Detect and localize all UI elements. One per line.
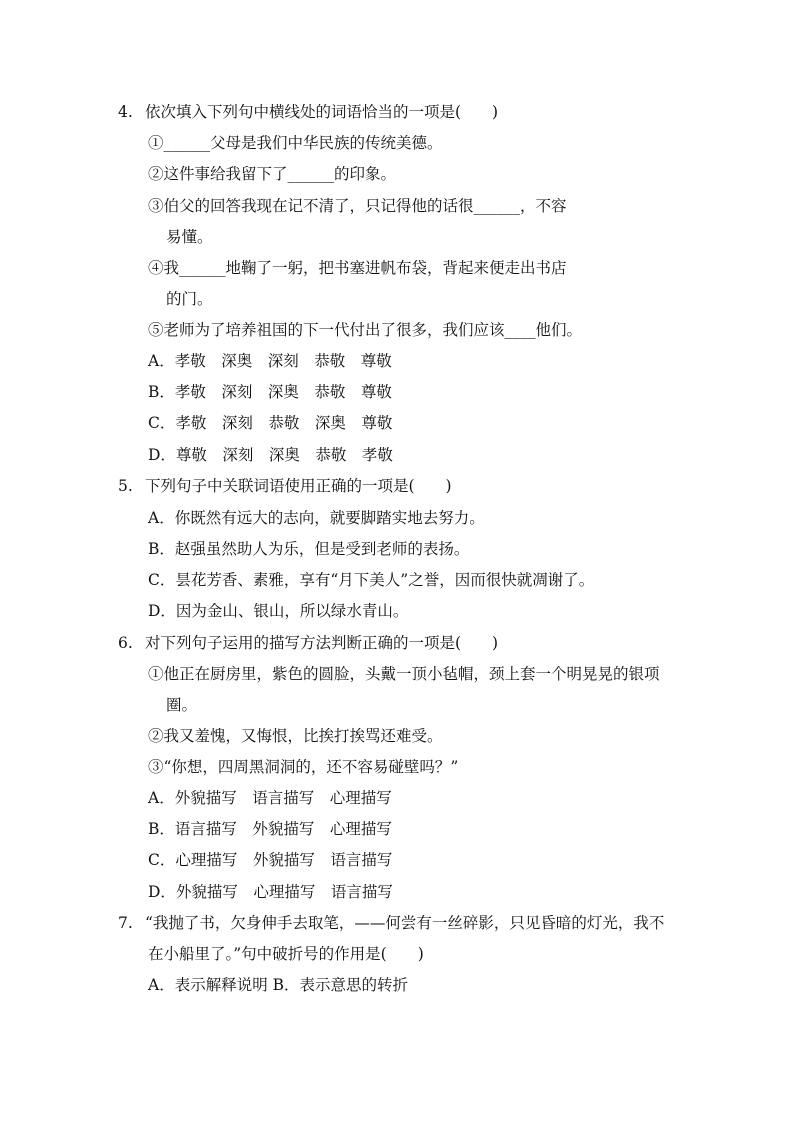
question-4-sentence-3-cont: 易懂。 <box>166 228 213 246</box>
question-6-option-d: D．外貌描写 心理描写 语言描写 <box>148 883 393 901</box>
question-4-sentence-4: ④我______地鞠了一躬，把书塞进帆布袋，背起来便走出书店 <box>148 259 567 277</box>
question-4-option-c: C．孝敬 深刻 恭敬 深奥 尊敬 <box>148 414 393 432</box>
question-5-option-d: D．因为金山、银山，所以绿水青山。 <box>148 602 409 620</box>
question-6-sentence-2: ②我又羞愧，又悔恨，比挨打挨骂还难受。 <box>148 727 443 745</box>
question-7-number: 7. <box>118 914 133 932</box>
question-6-sentence-1-cont: 圈。 <box>166 696 198 714</box>
question-7-options: A．表示解释说明 B．表示意思的转折 <box>148 976 409 994</box>
question-6-sentence-1: ①他正在厨房里，紫色的圆脸，头戴一顶小毡帽，颈上套一个明晃晃的银项 <box>148 665 660 683</box>
question-5-option-c: C．昙花芳香、素雅，享有“月下美人”之誉，因而很快就凋谢了。 <box>148 571 595 589</box>
question-6-sentence-3: ③“你想，四周黑洞洞的，还不容易碰壁吗？” <box>148 758 459 776</box>
question-4-option-a: A．孝敬 深奥 深刻 恭敬 尊敬 <box>148 352 392 370</box>
question-7-stem-line-2: 在小船里了。”句中破折号的作用是( ) <box>148 945 424 963</box>
question-6-option-b: B．语言描写 外貌描写 心理描写 <box>148 820 392 838</box>
question-7-stem-line-1: “我抛了书，欠身伸手去取笔，——何尝有一丝碎影，只见昏暗的灯光，我不 <box>145 914 665 932</box>
question-4-sentence-5: ⑤老师为了培养祖国的下一代付出了很多，我们应该____他们。 <box>148 321 583 339</box>
question-4-stem: 依次填入下列句中横线处的词语恰当的一项是( ) <box>145 103 499 121</box>
question-6-option-a: A．外貌描写 语言描写 心理描写 <box>148 789 392 807</box>
question-4-sentence-1: ①______父母是我们中华民族的传统美德。 <box>148 134 443 152</box>
question-5-option-a: A．你既然有远大的志向，就要脚踏实地去努力。 <box>148 509 485 527</box>
question-4-sentence-3: ③伯父的回答我现在记不清了，只记得他的话很______，不容 <box>148 197 567 215</box>
question-6-stem: 对下列句子运用的描写方法判断正确的一项是( ) <box>145 634 499 652</box>
question-6-option-c: C．心理描写 外貌描写 语言描写 <box>148 851 393 869</box>
question-6-number: 6. <box>118 634 133 652</box>
question-5-option-b: B．赵强虽然助人为乐，但是受到老师的表扬。 <box>148 540 470 558</box>
question-4-option-b: B．孝敬 深刻 深奥 恭敬 尊敬 <box>148 383 392 401</box>
question-4-number: 4. <box>118 103 133 121</box>
question-4-sentence-2: ②这件事给我留下了______的印象。 <box>148 165 397 183</box>
question-4-sentence-4-cont: 的门。 <box>166 290 213 308</box>
question-4-option-d: D．尊敬 深刻 深奥 恭敬 孝敬 <box>148 446 393 464</box>
question-5-number: 5. <box>118 477 133 495</box>
question-5-stem: 下列句子中关联词语使用正确的一项是( ) <box>145 477 452 495</box>
